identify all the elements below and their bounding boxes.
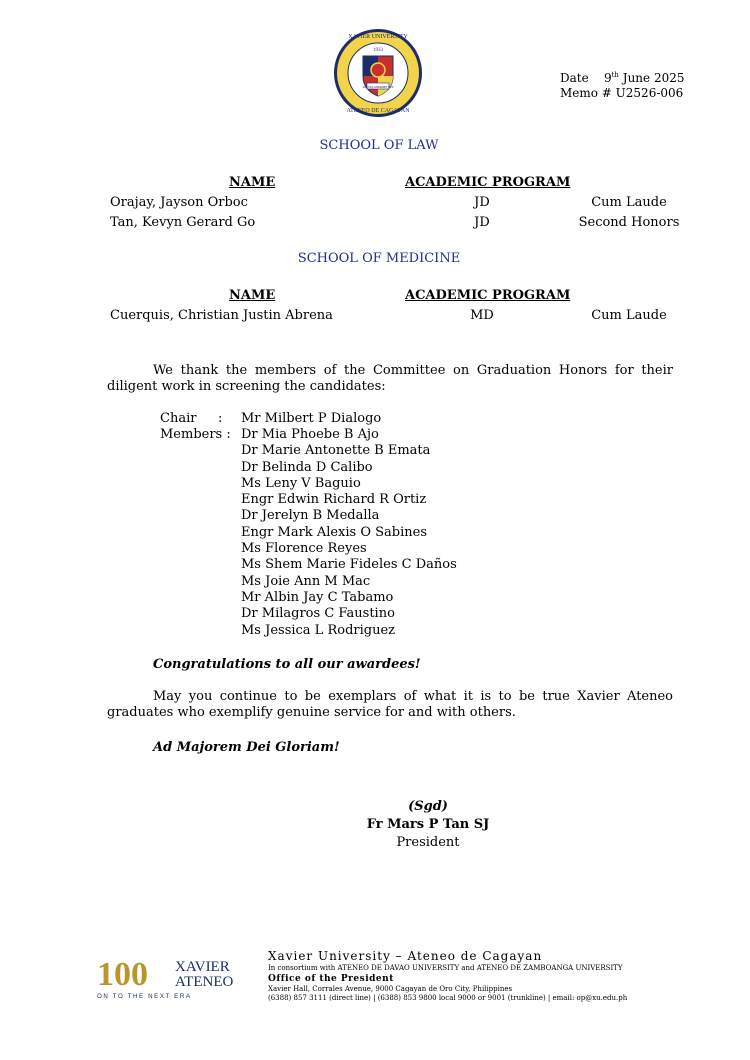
- chair-colon: :: [218, 411, 223, 426]
- logo-tagline: ON TO THE NEXT ERA: [97, 993, 192, 1000]
- list-item: Ms Florence Reyes: [241, 541, 367, 557]
- list-item: Dr Jerelyn B Medalla: [241, 508, 380, 524]
- law-row-1-honor: Cum Laude: [591, 195, 667, 210]
- memo-number: Memo # U2526-006: [560, 86, 684, 100]
- law-name-header: NAME: [229, 175, 276, 190]
- logo-xavier: XAVIER: [175, 959, 230, 975]
- list-item: Ms Leny V Baguio: [241, 475, 361, 491]
- list-item: Ms Shem Marie Fideles C Daños: [241, 557, 457, 573]
- list-item: Engr Edwin Richard R Ortiz: [241, 492, 427, 508]
- signature-block: [328, 798, 528, 852]
- signatory-name: Fr Mars P Tan SJ: [366, 817, 490, 832]
- list-item: Mr Albin Jay C Tabamo: [241, 589, 394, 605]
- law-row-2-name: Tan, Kevyn Gerard Go: [110, 215, 256, 230]
- date-label: Date: [560, 71, 589, 85]
- footer-university: Xavier University – Ateneo de Cagayan: [268, 949, 543, 963]
- law-row-2-honor: Second Honors: [578, 215, 680, 230]
- members-list: [241, 427, 457, 639]
- centennial-logo: [97, 955, 257, 1001]
- footer-address: Xavier Hall, Corrales Avenue, 9000 Cagayan de Oro City, Philippines: [268, 985, 513, 993]
- list-item: Dr Belinda D Calibo: [241, 459, 373, 475]
- exemplars-paragraph: May you continue to be exemplars of what it is to be true Xavier Ateneo graduates who exemplify genuine service for and with others.: [107, 689, 673, 720]
- chair-label: Chair: [160, 411, 197, 426]
- date-rest: June 2025: [622, 71, 685, 85]
- memo-info: [560, 68, 685, 101]
- footer-consortium: In consortium with ATENEO DE DAVAO UNIVERSITY and ATENEO DE ZAMBOANGA UNIVERSITY: [268, 964, 623, 972]
- thanks-paragraph: We thank the members of the Committee on Graduation Honors for their diligent work in screening the candidates:: [107, 363, 673, 394]
- footer-office: Office of the President: [268, 974, 394, 984]
- list-item: Ms Joie Ann M Mac: [241, 573, 371, 589]
- footer-info: [268, 948, 627, 1003]
- list-item: Engr Mark Alexis O Sabines: [241, 524, 428, 540]
- medicine-row-1-program: MD: [470, 308, 494, 323]
- seal-text-bottom: ATENEO DE CAGAYAN: [346, 108, 410, 114]
- date-day: 9: [603, 71, 612, 85]
- medicine-section-title: SCHOOL OF MEDICINE: [297, 251, 461, 266]
- sgd-mark: (Sgd): [408, 799, 448, 814]
- medicine-row-1-name: Cuerquis, Christian Justin Abrena: [110, 308, 333, 323]
- logo-100: 100: [97, 956, 148, 993]
- law-row-1-name: Orajay, Jayson Orboc: [110, 195, 248, 210]
- law-section-title: SCHOOL OF LAW: [319, 138, 439, 153]
- date-line: [560, 68, 685, 86]
- medicine-row-1-honor: Cum Laude: [591, 308, 667, 323]
- seal-year: 1933: [373, 48, 383, 53]
- footer-contact: (6388) 857 3111 (direct line) | (6388) 853 9800 local 9000 or 9001 (trunkline) | email: op@xu.edu.ph: [268, 994, 628, 1002]
- law-row-2-program: JD: [474, 215, 490, 230]
- university-seal: [333, 28, 423, 118]
- list-item: Dr Marie Antonette B Emata: [241, 443, 431, 459]
- list-item: Dr Milagros C Faustino: [241, 606, 395, 622]
- logo-ateneo: ATENEO: [175, 974, 234, 990]
- seal-motto: VERITAS LIBERABIT VOS: [362, 86, 394, 89]
- medicine-name-header: NAME: [229, 288, 276, 303]
- list-item: Ms Jessica L Rodriguez: [241, 622, 395, 638]
- amdg-line: Ad Majorem Dei Gloriam!: [153, 740, 340, 755]
- law-row-1-program: JD: [474, 195, 490, 210]
- law-program-header: ACADEMIC PROGRAM: [405, 175, 571, 190]
- list-item: Dr Mia Phoebe B Ajo: [241, 427, 379, 442]
- members-label: Members :: [160, 427, 231, 442]
- date-suffix: th: [611, 71, 619, 79]
- signatory-title: President: [396, 835, 460, 850]
- chair-name: Mr Milbert P Dialogo: [241, 411, 382, 426]
- congrats-line: Congratulations to all our awardees!: [153, 657, 421, 672]
- seal-text-top: XAVIER UNIVERSITY: [348, 34, 408, 40]
- medicine-program-header: ACADEMIC PROGRAM: [405, 288, 571, 303]
